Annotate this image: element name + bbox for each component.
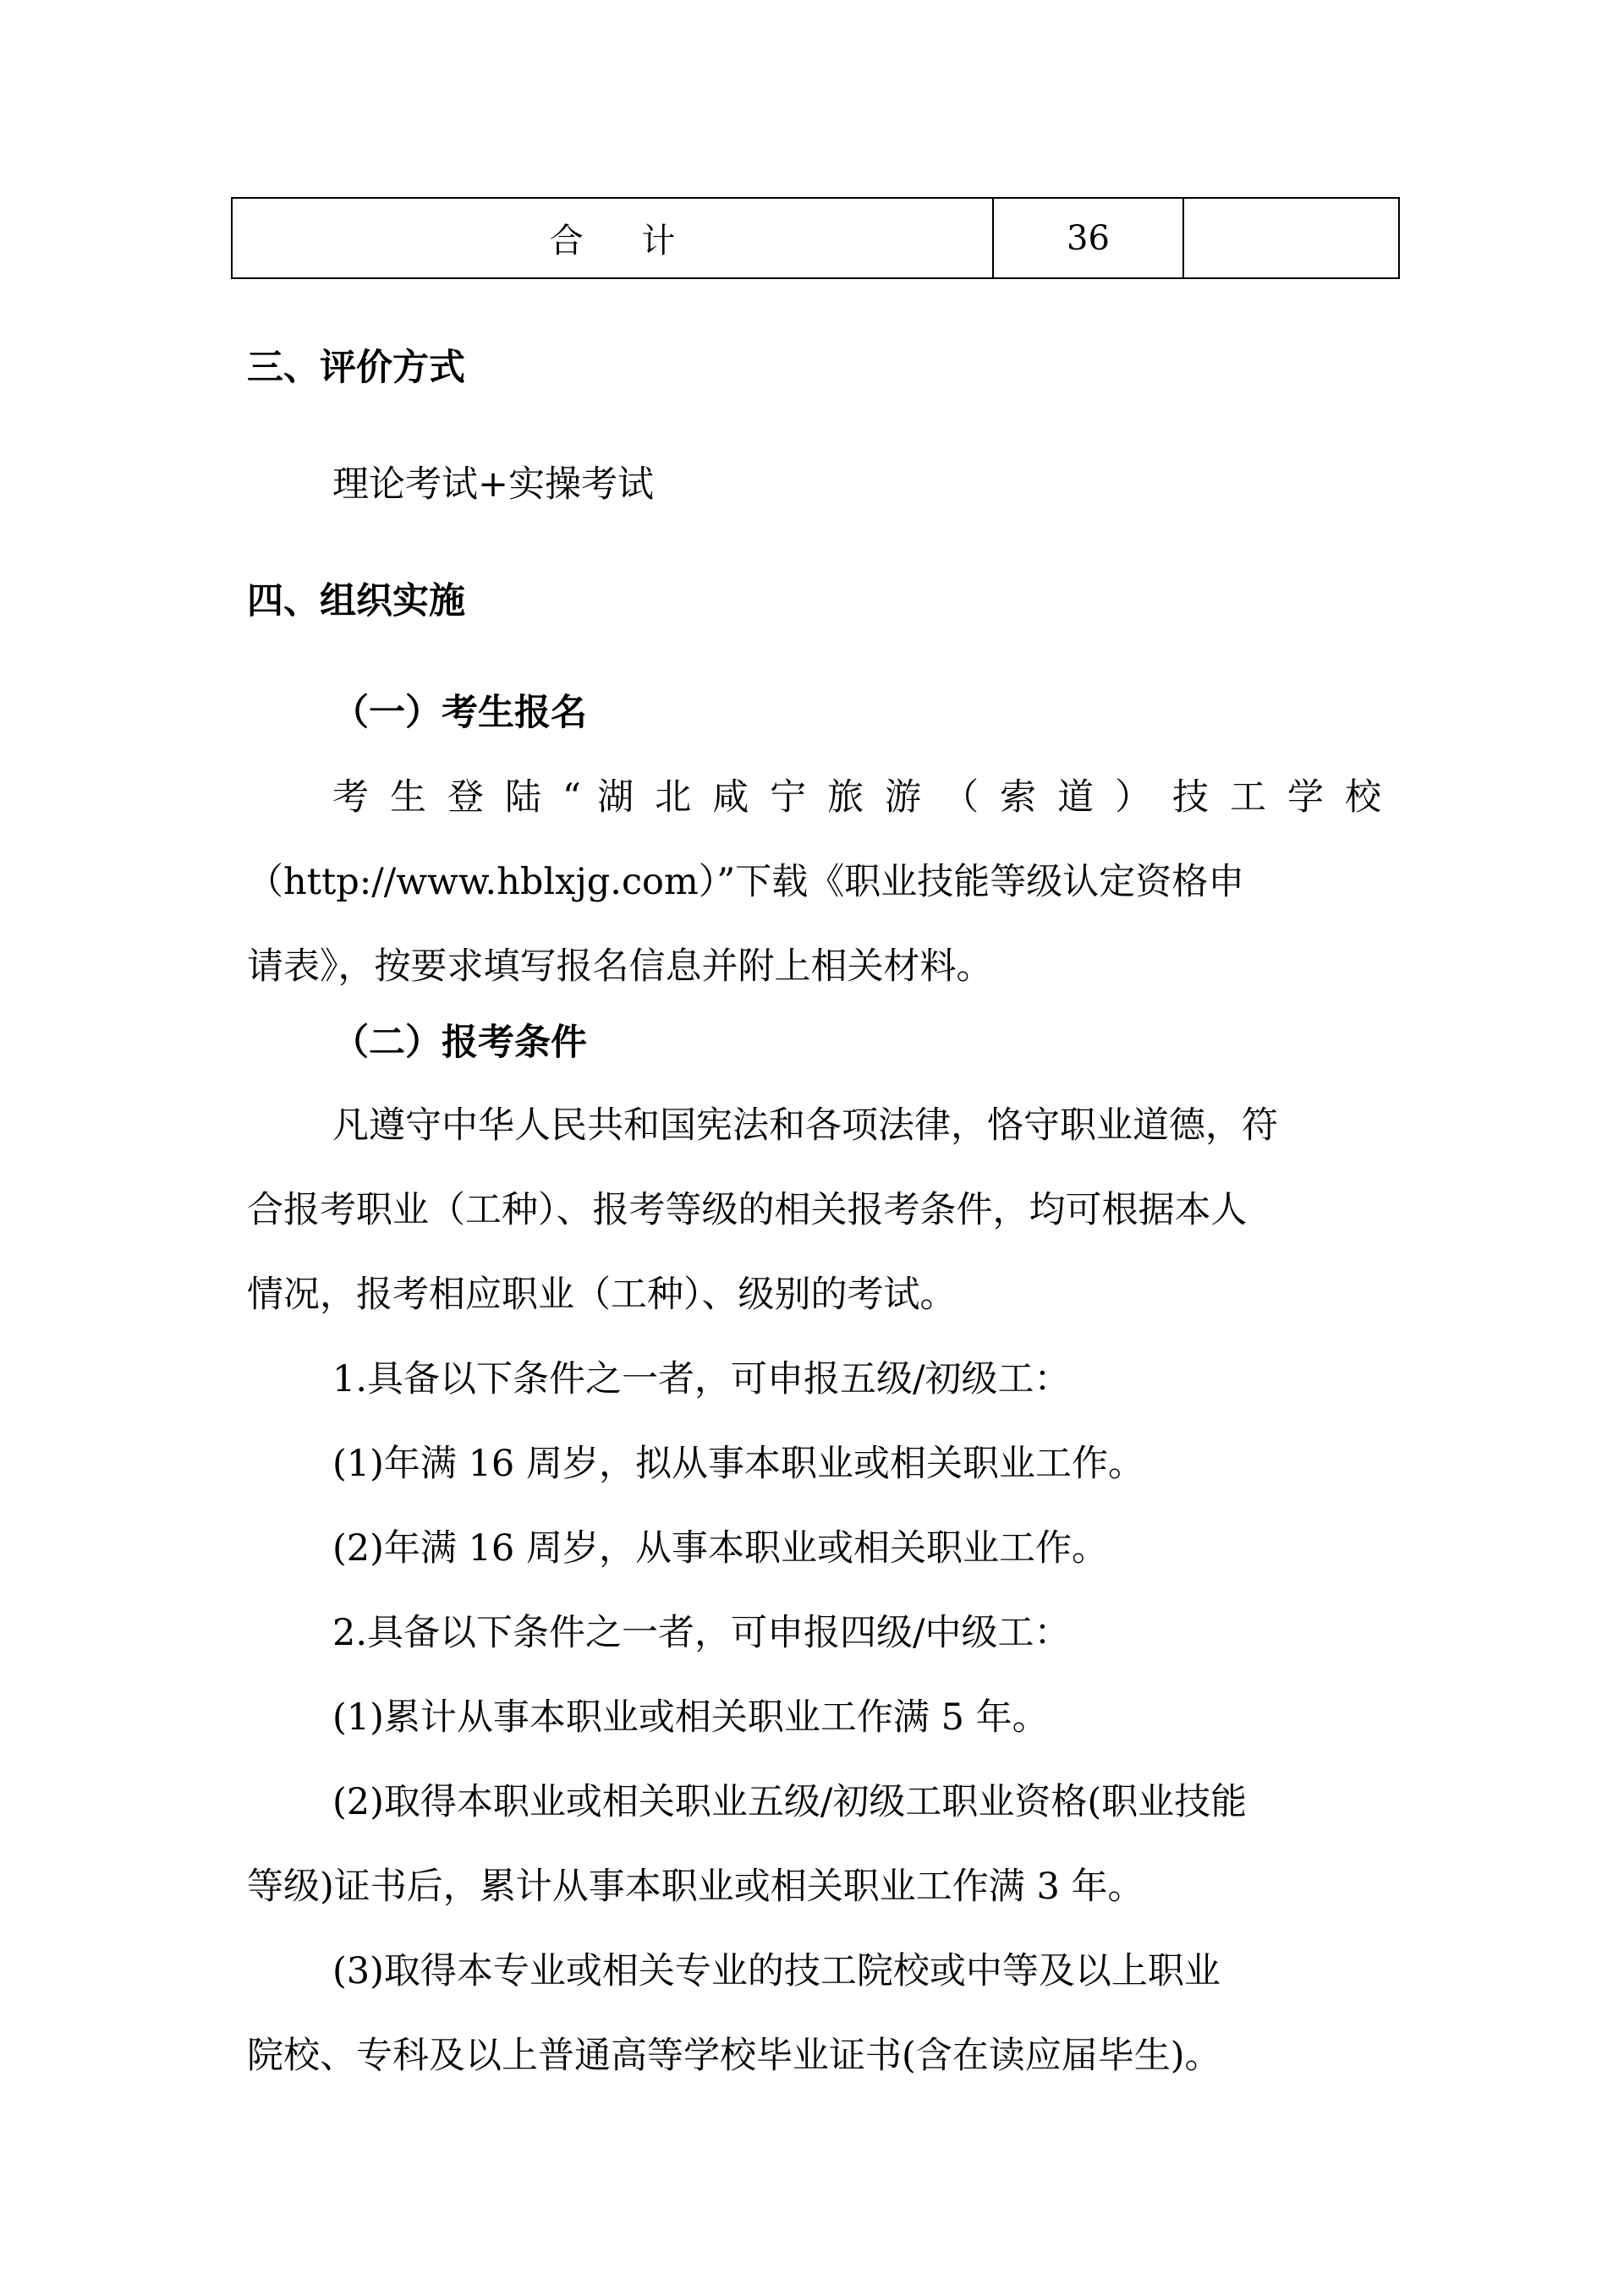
section-heading-evaluation: 三、评价方式: [247, 347, 465, 389]
level4-condition-title: 2.具备以下条件之一者，可申报四级/中级工：: [332, 1612, 1071, 1654]
level4-condition-item-continued: 院校、专科及以上普通高等学校毕业证书(含在读应届毕生)。: [247, 2035, 1221, 2077]
level4-condition-item: (2)取得本职业或相关职业五级/初级工职业资格(职业技能: [332, 1781, 1248, 1823]
table-row: [232, 198, 1399, 278]
evaluation-method-text: 理论考试+实操考试: [332, 463, 655, 506]
level5-condition-item: (1)年满 16 周岁，拟从事本职业或相关职业工作。: [332, 1443, 1144, 1485]
registration-paragraph-line-1: 考 生 登 陆 “ 湖 北 咸 宁 旅 游 （ 索 道 ） 技 工 学 校: [332, 776, 1381, 819]
conditions-paragraph-line-1: 凡遵守中华人民共和国宪法和各项法律，恪守职业道德，符: [332, 1104, 1278, 1147]
level5-condition-title: 1.具备以下条件之一者，可申报五级/初级工：: [332, 1358, 1071, 1400]
level4-condition-item: (1)累计从事本职业或相关职业工作满 5 年。: [332, 1696, 1049, 1739]
summary-table: [231, 197, 1400, 279]
subsection-heading-conditions: （二）报考条件: [332, 1022, 587, 1064]
conditions-paragraph-line-3: 情况，报考相应职业（工种）、级别的考试。: [247, 1274, 957, 1316]
total-label-cell: 合 计: [232, 198, 993, 278]
subsection-heading-registration: （一）考生报名: [332, 692, 587, 734]
total-value-cell: 36: [993, 198, 1183, 278]
level4-condition-item-continued: 等级)证书后，累计从事本职业或相关职业工作满 3 年。: [247, 1866, 1144, 1908]
registration-paragraph-line-3: 请表》，按要求填写报名信息并附上相关材料。: [247, 945, 993, 988]
section-heading-implementation: 四、组织实施: [247, 580, 465, 622]
total-extra-cell: [1183, 198, 1399, 278]
level4-condition-item: (3)取得本专业或相关专业的技工院校或中等及以上职业: [332, 1950, 1221, 1992]
conditions-paragraph-line-2: 合报考职业（工种）、报考等级的相关报考条件，均可根据本人: [247, 1189, 1248, 1231]
registration-paragraph-line-2: （http://www.hblxjg.com）”下载《职业技能等级认定资格申: [247, 861, 1245, 903]
level5-condition-item: (2)年满 16 周岁，从事本职业或相关职业工作。: [332, 1527, 1108, 1570]
